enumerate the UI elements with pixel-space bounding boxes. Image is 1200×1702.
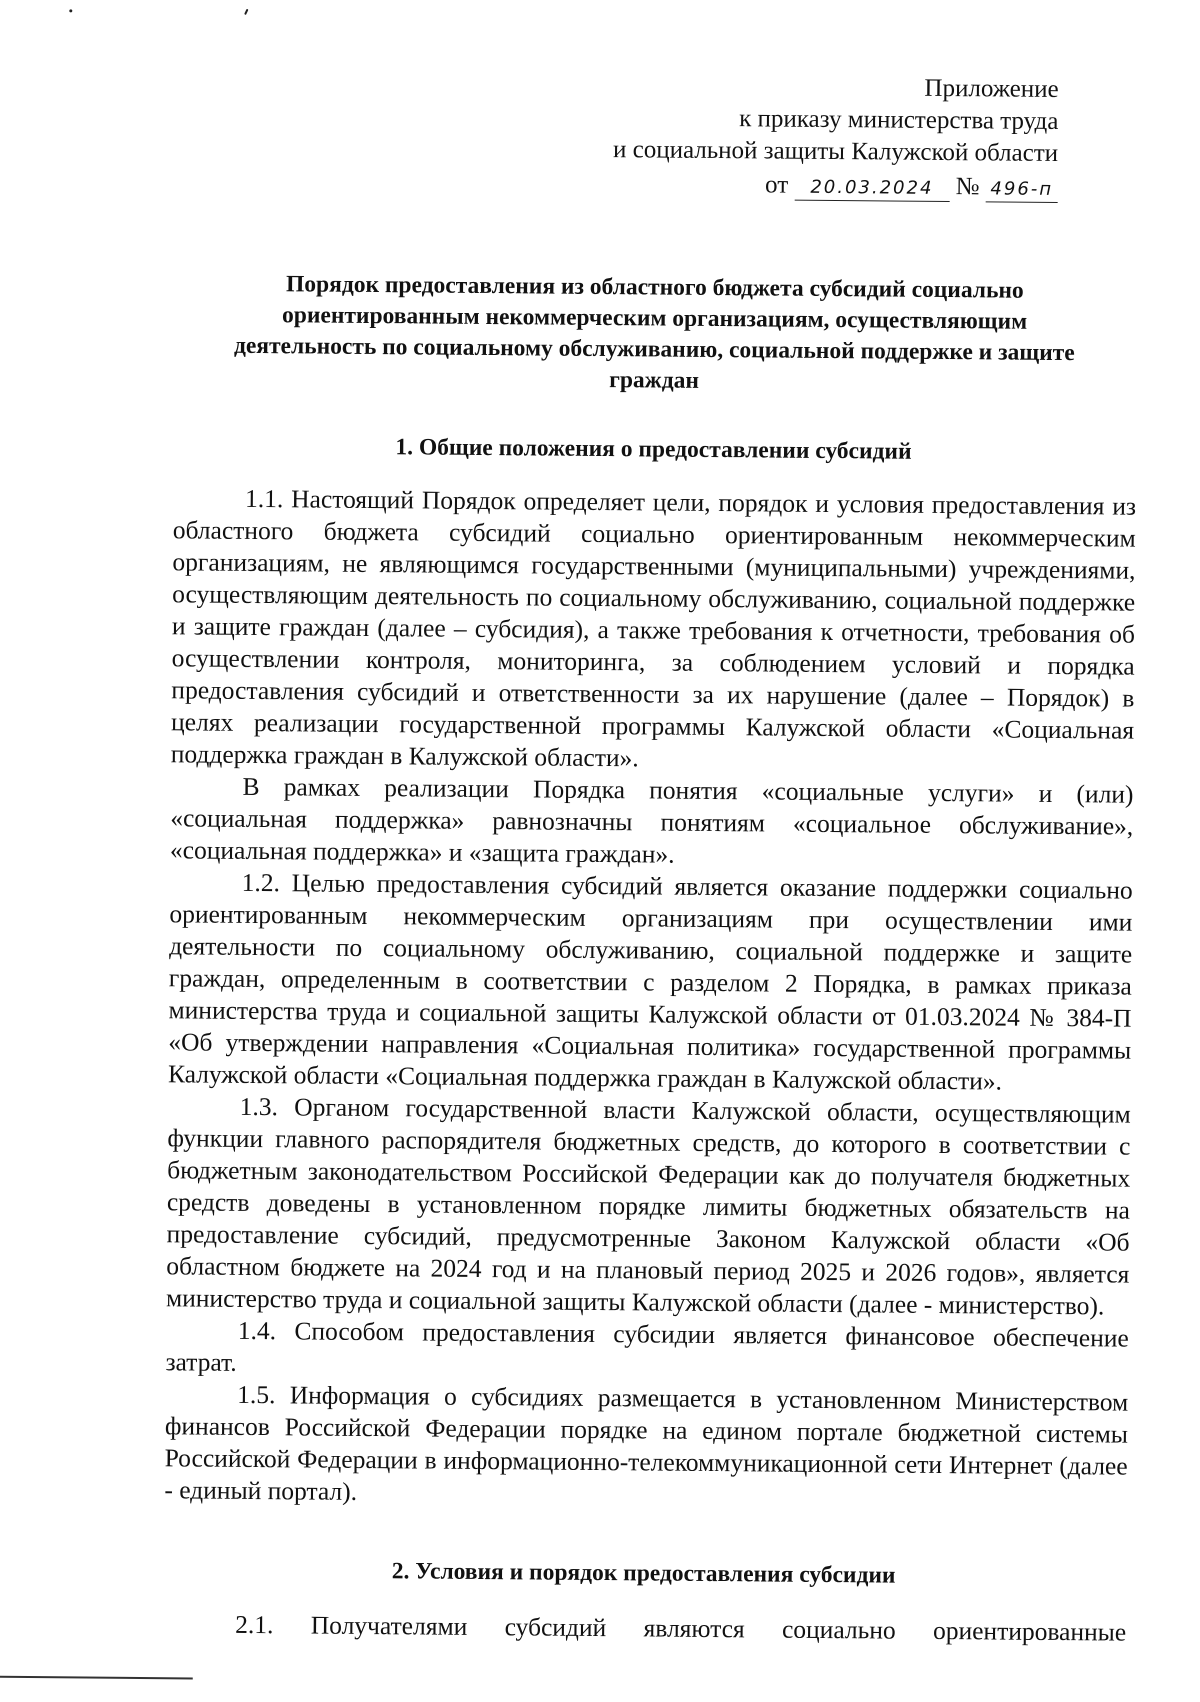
- from-prefix: от: [764, 171, 789, 199]
- document-title: [179, 268, 1130, 400]
- paragraph-1-2: 1.2. Целью предоставления субсидий является оказание поддержки социально ориентированным некоммерческим организациям при осуществлении ими деятельности по социальному обслуживанию, социальной поддержке и защите граждан, определенным в соответствии с разделом 2 Порядка, в рамках приказа министерства труда и социальной защиты Калужской области от 01.03.2024 № 384-П «Об утверждении направления «Социальная политика» государственной программы Калужской области «Социальная поддержка граждан в Калужской области».: [167, 867, 1133, 1096]
- paragraph-1-5: 1.5. Информация о субсидиях размещается в установленном Министерством финансов Российской Федерации порядке на едином портале бюджетной системы Российской Федерации в информационно-телекоммуникационной сети Интернет (далее - единый портал).: [164, 1379, 1129, 1506]
- paragraph-2-1: 2.1. Получателями субсидий являются социально ориентированные: [235, 1609, 1127, 1647]
- appendix-block: [613, 70, 1059, 204]
- paragraph-1-1: 1.1. Настоящий Порядок определяет цели, порядок и условия предоставления из областного бюджета субсидий социально ориентированным некоммерческим организациям, не являющимся государственными (муниципальными) учреждениями, осуществляющим деятельность по социальному обслуживанию, социальной поддержке и защите граждан (далее – субсидия), а также требования к отчетности, требования об осуществлении контроля, мониторинга, за соблюдением условий и порядка предоставления субсидий и ответственности за их нарушение (далее – Порядок) в целях реализации государственной программы Калужской области «Социальная поддержка граждан в Калужской области».: [170, 483, 1137, 773]
- title-line: Порядок предоставления из областного бюджета субсидий социально: [285, 271, 1024, 304]
- paragraph-1-4: 1.4. Способом предоставления субсидии является финансовое обеспечение затрат.: [165, 1315, 1129, 1377]
- section-2-body: [163, 1608, 1126, 1648]
- paragraph-1-1-note: В рамках реализации Порядка понятия «социальные услуги» и (или) «социальная поддержка» равнозначны понятиям «социальное обслуживание», «социальная поддержка» и «защита граждан».: [169, 771, 1134, 869]
- appendix-order-ref: к приказу министерства труда: [739, 105, 1059, 135]
- section-2-heading: 2. Условия и порядок предоставления субсидии: [391, 1558, 896, 1589]
- paragraph-1-3: 1.3. Органом государственной власти Калужской области, осуществляющим функции главного распорядителя бюджетных средств, до которого в соответствии с бюджетным законодательством Российской Федерации как до получателя бюджетных средств доведены в установленном порядке лимиты бюджетных обязательств на предоставление субсидий, предусмотренные Законом Калужской области «Об областном бюджете на 2024 год и на плановый период 2025 и 2026 годов», является министерство труда и социальной защиты Калужской области (далее - министерство).: [165, 1091, 1131, 1321]
- number-prefix: №: [955, 173, 980, 201]
- title-line: деятельность по социальному обслуживанию, социальной поддержке и защите: [233, 332, 1075, 367]
- footnote-rule: [0, 1676, 193, 1680]
- appendix-date-line: [613, 168, 1058, 204]
- section-1-body: [164, 482, 1136, 1514]
- handwritten-date: 20.03.2024: [794, 176, 949, 202]
- appendix-ministry: и социальной защиты Калужской области: [612, 136, 1059, 167]
- handwritten-number: 496-п: [986, 177, 1058, 203]
- section-1-heading: 1. Общие положения о предоставлении субсидий: [395, 434, 912, 465]
- title-line: граждан: [609, 367, 700, 394]
- appendix-label: Приложение: [924, 74, 1059, 103]
- scan-speck: [244, 9, 248, 15]
- title-line: ориентированным некоммерческим организациям, осуществляющим: [282, 302, 1028, 335]
- scan-speck: [69, 9, 72, 12]
